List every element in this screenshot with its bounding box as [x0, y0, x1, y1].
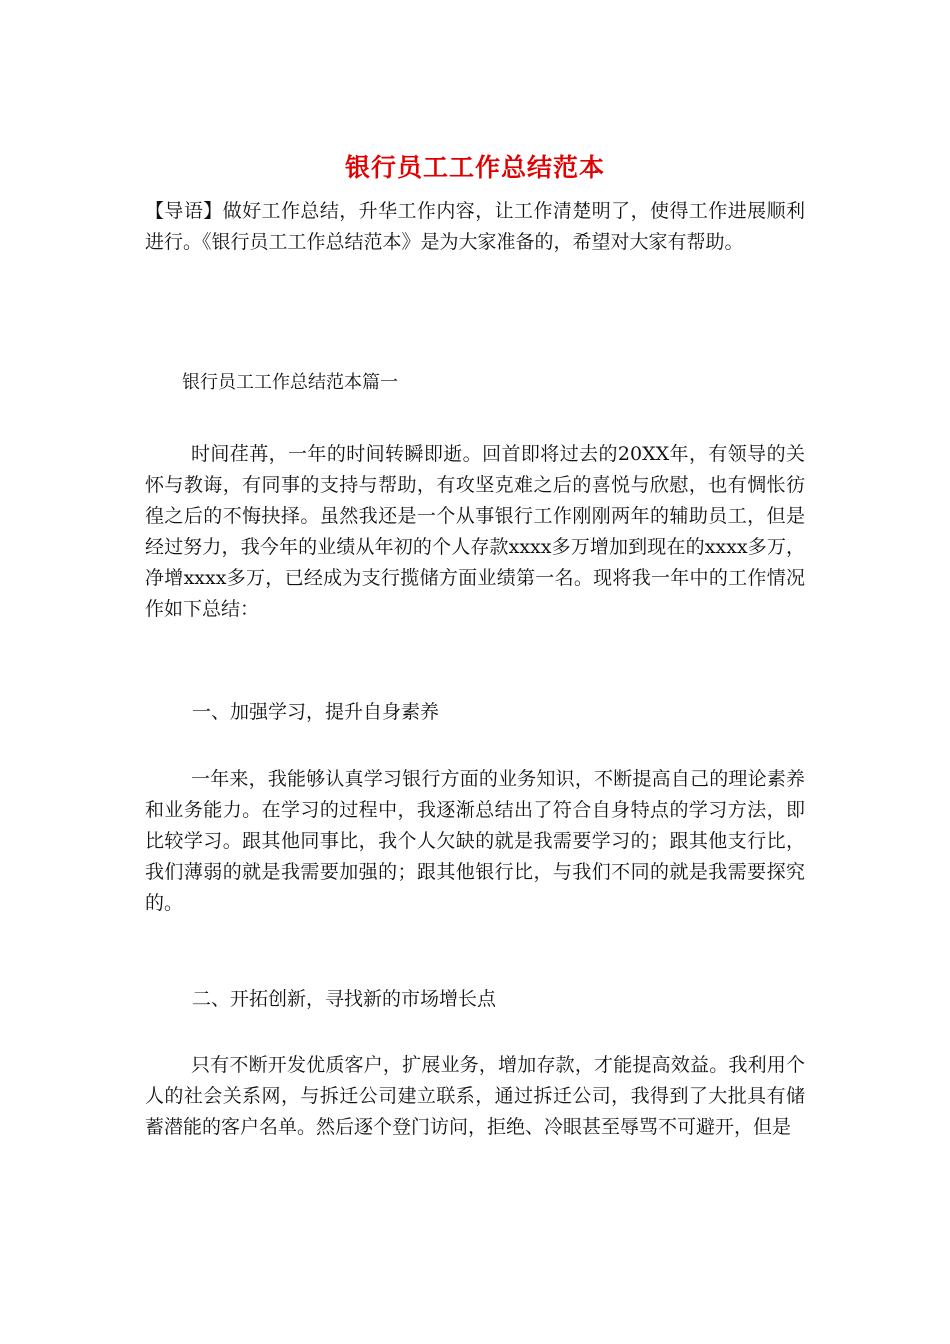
paragraph-1: 时间荏苒，一年的时间转瞬即逝。回首即将过去的20XX年，有领导的关怀与教诲，有同事的支持与帮助，有攻坚克难之后的喜悦与欣慰，也有惆怅彷徨之后的不悔抉择。虽然我还是一个从事银行工作刚刚两年的辅助员工，但是经过努力，我今年的业绩从年初的个人存款xxxx多万增加到现在的xxxx多万，净增xxxx多万，已经成为支行揽储方面业绩第一名。现将我一年中的工作情况作如下总结： [145, 443, 805, 620]
intro-paragraph: 【导语】做好工作总结，升华工作内容，让工作清楚明了，使得工作进展顺利进行。《银行员工工作总结范本》是为大家准备的，希望对大家有帮助。 [145, 200, 805, 253]
heading-2: 二、开拓创新，寻找新的市场增长点 [192, 988, 497, 1010]
paragraph-3: 只有不断开发优质客户，扩展业务，增加存款，才能提高效益。我利用个人的社会关系网，与拆迁公司建立联系，通过拆迁公司，我得到了大批具有储蓄潜能的客户名单。然后逐个登门访问，拒绝、冷眼甚至辱骂不可避开，但是 [145, 1054, 805, 1138]
heading-1: 一、加强学习，提升自身素养 [192, 701, 440, 723]
paragraph-2: 一年来，我能够认真学习银行方面的业务知识，不断提高自己的理论素养和业务能力。在学习的过程中，我逐渐总结出了符合自身特点的学习方法，即比较学习。跟其他同事比，我个人欠缺的就是我需要学习的；跟其他支行比，我们薄弱的就是我需要加强的；跟其他银行比，与我们不同的就是我需要探究的。 [145, 768, 805, 914]
section-title: 银行员工工作总结范本篇一 [182, 372, 398, 393]
document-title: 银行员工工作总结范本 [344, 153, 605, 182]
